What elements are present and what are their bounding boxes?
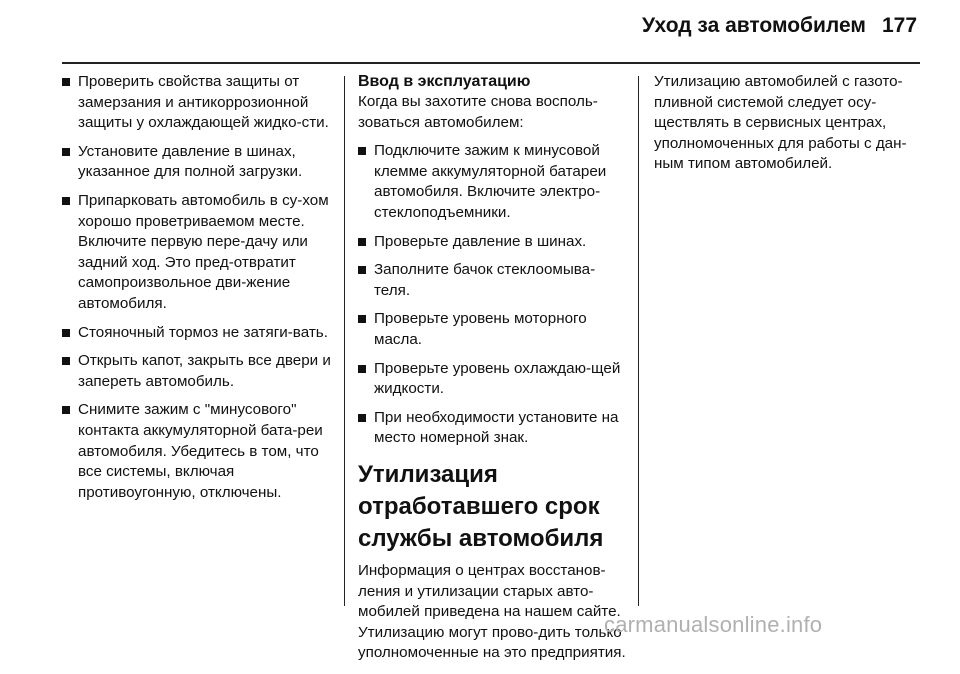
header-rule	[62, 62, 920, 64]
list-item: Открыть капот, закрыть все двери и запереть автомобиль.	[62, 351, 340, 392]
list-item: Проверьте уровень охлаждаю-щей жидкости.	[358, 359, 626, 400]
column-3	[654, 72, 926, 185]
gas-vehicle-paragraph: Утилизацию автомобилей с газото-пливной системой следует осу-ществлять в сервисных центрах, уполномоченных для работы с дан-ным типом автомобилей.	[654, 73, 907, 173]
list-item: Заполните бачок стеклоомыва-теля.	[358, 260, 626, 301]
page-header-title: Уход за автомобилем	[642, 14, 866, 37]
watermark: carmanualsonline.info	[604, 612, 823, 637]
list-item: Проверить свойства защиты от замерзания и антикоррозионной защиты у охлаждающей жидко-сти.	[62, 72, 340, 134]
column-divider-1	[344, 76, 345, 606]
list-item: Проверьте уровень моторного масла.	[358, 309, 626, 350]
page-number: 177	[882, 14, 918, 37]
list-item: Установите давление в шинах, указанное для полной загрузки.	[62, 142, 340, 183]
column-2	[358, 72, 626, 674]
column-divider-2	[638, 76, 639, 606]
section-heading: Ввод в эксплуатацию	[358, 73, 531, 90]
list-item: Проверьте давление в шинах.	[358, 232, 626, 253]
list-item: При необходимости установите на место номерной знак.	[358, 408, 626, 449]
disposal-paragraph: Информация о центрах восстанов-ления и утилизации старых авто-мобилей приведена на нашем сайте. Утилизацию могут прово-дить только уполномоченные на это предприятия.	[358, 561, 626, 662]
checklist-storage	[62, 72, 340, 503]
list-item: Стояночный тормоз не затяги-вать.	[62, 323, 340, 344]
list-item: Подключите зажим к минусовой клемме аккумуляторной батареи автомобиля. Включите электро-стеклоподъемники.	[358, 141, 626, 223]
disposal-heading: Утилизация отработавшего срок службы автомобиля	[358, 460, 604, 552]
section-intro: Когда вы захотите снова восполь-зоваться автомобилем:	[358, 93, 598, 131]
list-item: Припарковать автомобиль в су-хом хорошо проветриваемом месте. Включите первую пере-дачу или задний ход. Это пред-отвратит самопроизвольное дви-жение автомобиля.	[62, 191, 340, 315]
checklist-recommissioning	[358, 141, 626, 449]
column-1	[62, 72, 340, 511]
list-item: Снимите зажим с "минусового" контакта аккумуляторной бата-реи автомобиля. Убедитесь в том, что все системы, включая противоугонную, отключены.	[62, 400, 340, 503]
